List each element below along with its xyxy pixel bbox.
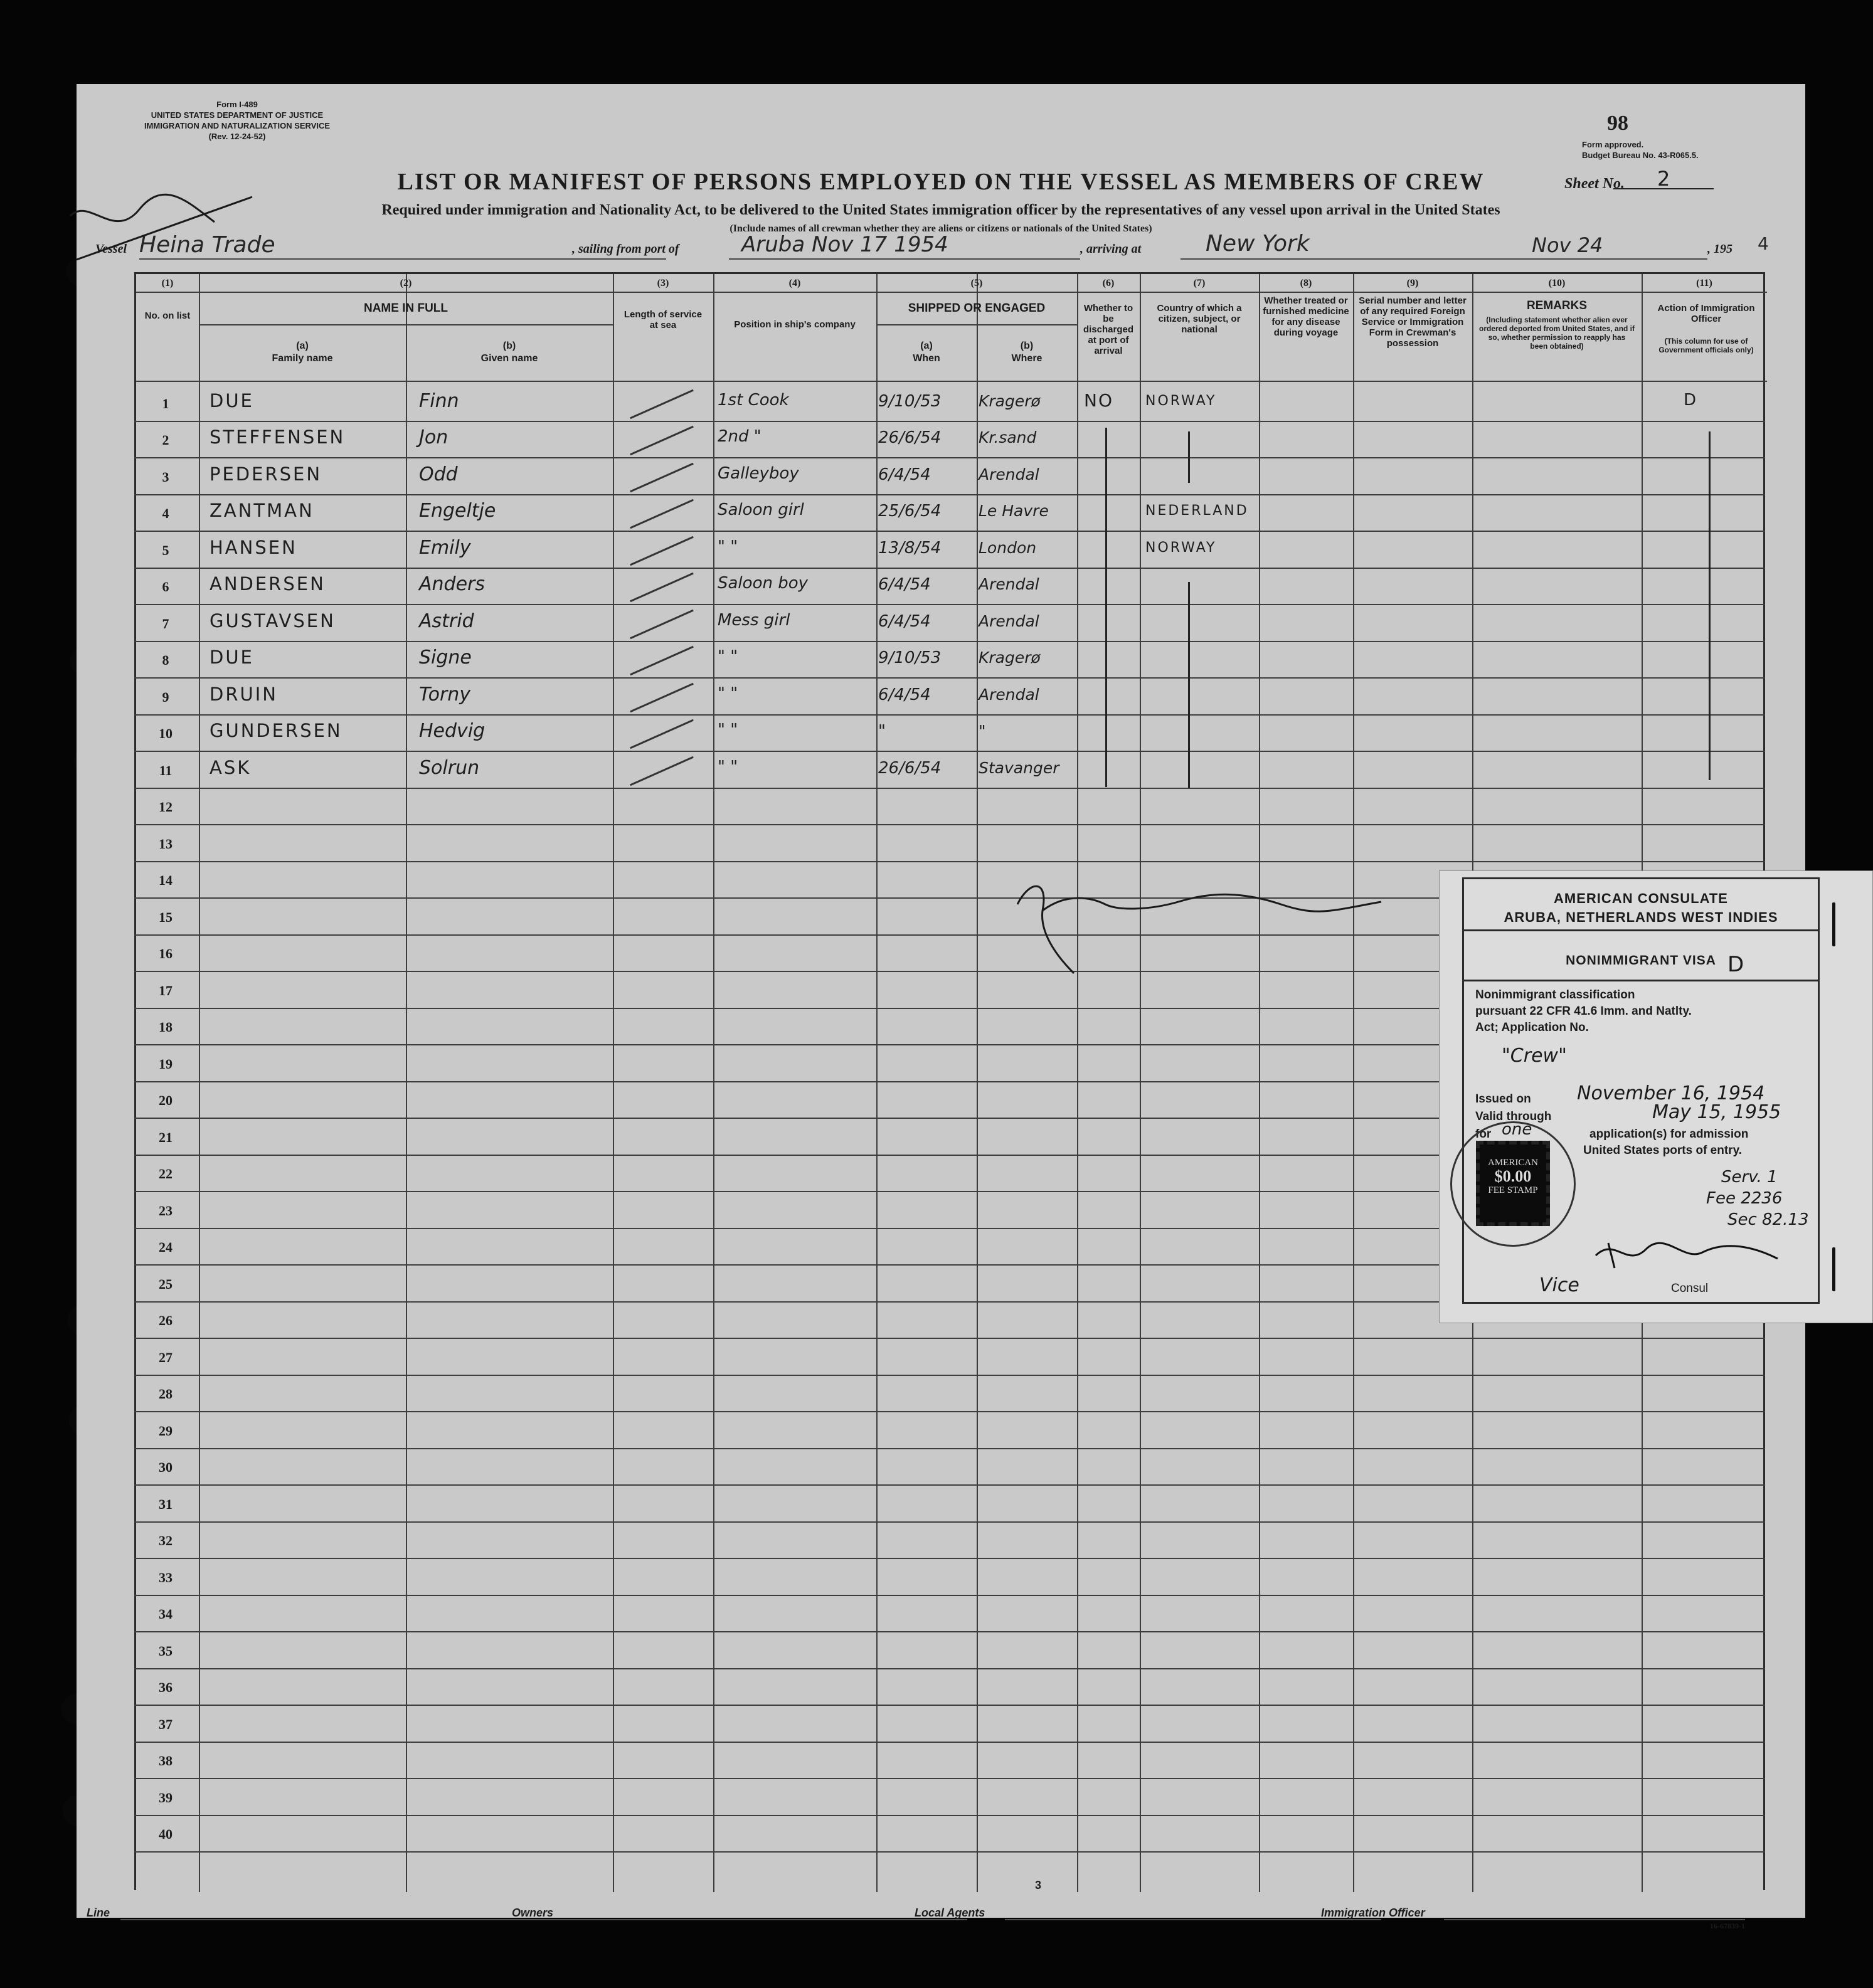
row-number: 31 (159, 1496, 172, 1512)
row-number: 36 (159, 1679, 172, 1695)
crew-where: " (979, 722, 986, 740)
footer-officer-fill (1444, 1919, 1745, 1920)
col-head-family: Family name (272, 353, 333, 364)
row-number: 24 (159, 1239, 172, 1255)
row-rule (134, 751, 1765, 752)
page-title: LIST OR MANIFEST OF PERSONS EMPLOYED ON THE VESSEL AS MEMBERS OF CREW (397, 169, 1485, 195)
crew-where: Kr.sand (979, 428, 1037, 447)
row-number: 40 (159, 1826, 172, 1842)
crew-family: DUE (210, 647, 254, 668)
crew-given: Torny (419, 684, 471, 706)
crew-when: 13/8/54 (878, 539, 942, 558)
vessel-scrawl (64, 184, 277, 272)
crew-when: 9/10/53 (878, 392, 942, 411)
crew-given: Signe (419, 647, 472, 669)
row-number: 38 (159, 1753, 172, 1769)
row-number: 29 (159, 1423, 172, 1439)
sailing-port-date: Aruba Nov 17 1954 (741, 232, 948, 257)
fee-stamp-bottom: FEE STAMP (1488, 1185, 1538, 1195)
row-number: 25 (159, 1276, 172, 1292)
row-rule (134, 1338, 1765, 1339)
stamp-location: ARUBA, NETHERLANDS WEST INDIES (1504, 909, 1778, 925)
stamp-rule (1464, 929, 1818, 931)
crew-country: NEDERLAND (1145, 503, 1249, 519)
col-head-position: Position in ship's company (734, 319, 856, 330)
row-rule (134, 1815, 1765, 1816)
row-rule (134, 1411, 1765, 1412)
row-rule (134, 1742, 1765, 1743)
arrival-date: Nov 24 (1532, 233, 1603, 257)
row-rule (134, 531, 1765, 532)
header-rule (136, 292, 1767, 293)
stamp-issued-label: Issued on (1475, 1092, 1531, 1106)
crew-when: 9/10/53 (878, 648, 942, 667)
col-head-length: Length of service at sea (623, 309, 703, 330)
family-letter: (a) (296, 341, 309, 351)
col-divider (1140, 274, 1141, 1892)
col-head-country: Country of which a citizen, subject, or national (1157, 303, 1242, 335)
name-subheader-rule (199, 324, 613, 325)
row-number: 6 (162, 579, 169, 595)
crew-where: Arendal (979, 575, 1039, 593)
crew-position: " " (718, 721, 738, 739)
crew-family: PEDERSEN (210, 463, 322, 485)
col-number: (7) (1193, 278, 1206, 288)
crew-given: Jon (419, 426, 448, 448)
row-number: 32 (159, 1533, 172, 1548)
crew-family: HANSEN (210, 537, 297, 558)
row-number: 20 (159, 1092, 172, 1108)
arriving-label: , arriving at (1080, 242, 1142, 256)
row-number: 17 (159, 983, 172, 998)
arriving-port: New York (1206, 231, 1310, 256)
col-number: (5) (970, 278, 983, 288)
crew-when: " (878, 722, 886, 741)
crew-position: Saloon boy (718, 574, 809, 593)
crew-position: 2nd " (718, 427, 761, 446)
col-head-where: Where (1011, 353, 1043, 364)
col-divider (1077, 274, 1078, 1892)
vessel-name: Heina Trade (139, 232, 275, 258)
footer-officer-label: Immigration Officer (1321, 1906, 1425, 1919)
form-approval (1582, 139, 1699, 161)
row-rule (134, 714, 1765, 716)
crew-country: NORWAY (1145, 393, 1217, 409)
row-number: 9 (162, 689, 169, 705)
crew-family: STEFFENSEN (210, 426, 346, 448)
stamp-edge-mark (1832, 1247, 1835, 1291)
row-rule (134, 568, 1765, 569)
row-number: 19 (159, 1056, 172, 1072)
stamp-frame (1462, 877, 1820, 1304)
row-number: 5 (162, 542, 169, 558)
stamp-serv-note: Serv. 1 (1721, 1168, 1778, 1187)
header-bottom-rule (136, 381, 1767, 382)
row-number: 18 (159, 1019, 172, 1035)
col-divider (1259, 274, 1260, 1892)
crew-given: Finn (419, 390, 459, 412)
crew-when: 6/4/54 (878, 612, 931, 631)
consulate-visa-stamp (1439, 870, 1873, 1323)
row-number: 13 (159, 836, 172, 852)
crew-position: Mess girl (718, 611, 790, 630)
budget-bureau-line: Budget Bureau No. 43-R065.5. (1582, 151, 1699, 160)
sheet-number-label: Sheet No. (1564, 176, 1625, 192)
crew-where: Stavanger (979, 759, 1059, 777)
stamp-edge-mark (1832, 902, 1835, 946)
crew-when: 6/4/54 (878, 465, 931, 484)
crew-where: Kragerø (979, 392, 1041, 410)
row-rule (134, 421, 1765, 422)
crew-when: 26/6/54 (878, 759, 942, 778)
crew-where: London (979, 539, 1037, 557)
crew-given: Engeltje (419, 500, 496, 522)
col-head-name: NAME IN FULL (363, 302, 448, 315)
col-number: (3) (657, 278, 669, 288)
sailing-label: , sailing from port of (572, 242, 679, 256)
revision-date: (Rev. 12-24-52) (208, 132, 266, 141)
stamp-rule (1464, 980, 1818, 981)
department-name: UNITED STATES DEPARTMENT OF JUSTICE (151, 110, 324, 120)
row-number: 7 (162, 616, 169, 632)
col-head-serial: Serial number and letter of any required Foreign Service or Immigration Form in Crewman's possession (1359, 295, 1467, 349)
crew-family: DRUIN (210, 684, 278, 705)
row-rule (134, 788, 1765, 789)
given-letter: (b) (502, 341, 516, 351)
crew-family: ANDERSEN (210, 573, 326, 595)
footer-owners-label: Owners (512, 1906, 554, 1919)
row-rule (134, 1631, 1765, 1632)
row-number: 27 (159, 1350, 172, 1365)
crew-when: 25/6/54 (878, 502, 942, 521)
crew-position: " " (718, 758, 738, 776)
row-number: 2 (162, 432, 169, 448)
stamp-class-mark: D (1727, 952, 1744, 977)
col-number: (9) (1406, 278, 1419, 288)
crew-when: 6/4/54 (878, 575, 931, 594)
page-mark: 3 (1035, 1879, 1042, 1891)
fee-stamp-value: $0.00 (1494, 1167, 1532, 1185)
col-number: (6) (1102, 278, 1115, 288)
row-number: 8 (162, 652, 169, 668)
col-divider (199, 274, 200, 1892)
crew-when: 26/6/54 (878, 428, 942, 447)
row-rule (134, 1484, 1765, 1486)
col-divider (713, 274, 714, 1892)
crew-position: 1st Cook (718, 391, 789, 410)
stamp-visa-type: NONIMMIGRANT VISA (1566, 953, 1716, 968)
row-number: 30 (159, 1459, 172, 1475)
discharged-ditto-line (1105, 428, 1107, 787)
consul-signature (1589, 1230, 1796, 1274)
col-head-action: Action of Immigration Officer (1657, 303, 1755, 324)
crew-position: Galleyboy (718, 464, 799, 483)
row-number: 39 (159, 1790, 172, 1806)
col-head-discharged: Whether to be discharged at port of arrival (1083, 303, 1134, 356)
col-head-given: Given name (480, 353, 538, 364)
stamp-for-value: one (1502, 1120, 1532, 1139)
stamp-classification: "Crew" (1502, 1045, 1567, 1067)
row-number: 22 (159, 1166, 172, 1182)
footer-owners-fill (566, 1919, 967, 1920)
crew-when: 6/4/54 (878, 685, 931, 704)
stamp-consulate: AMERICAN CONSULATE (1554, 891, 1728, 906)
row-number: 21 (159, 1129, 172, 1145)
stamp-text-2: pursuant 22 CFR 41.6 Imm. and Natlty. (1475, 1005, 1692, 1018)
col-number: (10) (1548, 278, 1566, 288)
stamp-valid-date: May 15, 1955 (1652, 1101, 1781, 1123)
shipped-subheader-rule (876, 324, 1077, 325)
row-number: 1 (162, 396, 169, 411)
remarks-note: (Including statement whether alien ever ordered deported from United States, and if so, whether permission to reapply has been obtained) (1478, 315, 1635, 351)
crew-family: ZANTMAN (210, 500, 314, 521)
row-number: 16 (159, 946, 172, 961)
stamp-valid-label: Valid through (1475, 1110, 1552, 1123)
row-number: 23 (159, 1203, 172, 1219)
inclusion-note: (Include names of all crewman whether they are aliens or citizens or nationals of the United States) (730, 223, 1152, 234)
row-rule (134, 604, 1765, 605)
row-rule (134, 1851, 1765, 1853)
crew-where: Kragerø (979, 648, 1041, 667)
row-rule (134, 824, 1765, 825)
crew-given: Hedvig (419, 720, 485, 742)
row-rule (134, 1558, 1765, 1559)
row-rule (134, 1375, 1765, 1376)
crew-given: Astrid (419, 610, 474, 632)
row-number: 10 (159, 726, 172, 741)
stamp-sec-note: Sec 82.13 (1727, 1210, 1809, 1229)
row-rule (134, 641, 1765, 642)
crew-given: Emily (419, 537, 471, 559)
col-number: (4) (788, 278, 801, 288)
crew-position: Saloon girl (718, 500, 804, 519)
where-letter: (b) (1020, 341, 1034, 351)
crew-discharged: NO (1084, 390, 1113, 411)
service-name: IMMIGRATION AND NATURALIZATION SERVICE (144, 121, 331, 130)
row-rule (134, 1778, 1765, 1779)
date-fill-line (1519, 258, 1707, 260)
crew-given: Odd (419, 463, 458, 485)
fee-stamp (1476, 1141, 1550, 1226)
requirement-statement: Required under immigration and Nationality Act, to be delivered to the United States immigration officer by the representatives of any vessel upon arrival in the United States (381, 202, 1500, 218)
row-number: 4 (162, 505, 169, 521)
stamp-for-label: for (1475, 1128, 1492, 1141)
crew-where: Le Havre (979, 502, 1049, 520)
col-head-when: When (913, 353, 940, 364)
col-head-no: No. on list (144, 310, 191, 321)
year-suffix: 4 (1758, 233, 1769, 254)
sheet-number-value: 2 (1613, 167, 1714, 189)
stamp-issued-date: November 16, 1954 (1577, 1082, 1765, 1104)
col-number: (11) (1696, 278, 1712, 288)
fee-stamp-top: AMERICAN (1487, 1158, 1538, 1168)
col-divider (977, 274, 978, 1892)
crew-family: ASK (210, 757, 252, 778)
col-head-remarks: REMARKS (1526, 299, 1588, 312)
row-rule (134, 1595, 1765, 1596)
row-number: 37 (159, 1716, 172, 1732)
col-divider (613, 274, 614, 1892)
country-ditto-line (1188, 431, 1190, 483)
col-number: (2) (400, 278, 412, 288)
col-number: (8) (1300, 278, 1312, 288)
stamp-fee-note: Fee 2236 (1706, 1189, 1783, 1208)
sailing-fill-line (729, 258, 1080, 260)
consul-label: Consul (1671, 1282, 1709, 1295)
row-rule (134, 1448, 1765, 1449)
crew-given: Solrun (419, 757, 480, 779)
arriving-fill-line (1181, 258, 1519, 260)
crew-country: NORWAY (1145, 540, 1217, 556)
row-number: 3 (162, 469, 169, 485)
crew-where: Arendal (979, 612, 1039, 630)
crew-given: Anders (419, 573, 485, 595)
row-rule (134, 1521, 1765, 1523)
crew-family: DUE (210, 390, 254, 411)
vessel-label: Vessel (95, 242, 127, 256)
crew-position: " " (718, 537, 738, 556)
consular-seal (1450, 1121, 1576, 1247)
row-rule (134, 457, 1765, 458)
col-divider (406, 274, 407, 1892)
form-code: 16-67839-1 (1710, 1922, 1745, 1930)
row-number: 33 (159, 1570, 172, 1585)
row-number: 35 (159, 1643, 172, 1659)
row-number: 28 (159, 1386, 172, 1402)
action-ditto-line (1709, 431, 1711, 780)
row-number: 12 (159, 799, 172, 815)
col-divider (1353, 274, 1354, 1892)
stamp-for-rest: application(s) for admission (1589, 1128, 1749, 1141)
row-rule (134, 1668, 1765, 1669)
row-number: 15 (159, 909, 172, 925)
country-ditto-line (1188, 582, 1190, 788)
when-letter: (a) (920, 341, 933, 351)
row-rule (134, 677, 1765, 679)
row-rule (134, 861, 1765, 862)
row-rule (134, 1705, 1765, 1706)
consul-hand: Vice (1539, 1274, 1579, 1296)
form-identification (105, 99, 369, 142)
stamp-ports: United States ports of entry. (1583, 1144, 1743, 1157)
master-signature (1005, 867, 1394, 980)
crew-where: Arendal (979, 685, 1039, 704)
crew-action: D (1684, 391, 1697, 410)
action-note: (This column for use of Government officials only) (1658, 337, 1754, 354)
crew-where: Arendal (979, 465, 1039, 484)
crew-family: GUSTAVSEN (210, 610, 336, 632)
form-number: Form I-489 (216, 100, 258, 109)
approval-line: Form approved. (1582, 140, 1644, 149)
crew-position: " " (718, 647, 738, 666)
row-number: 14 (159, 872, 172, 888)
row-rule (134, 494, 1765, 495)
crew-position: " " (718, 684, 738, 703)
footer-agents-label: Local Agents (915, 1906, 985, 1919)
row-number: 26 (159, 1313, 172, 1328)
stamp-text-1: Nonimmigrant classification (1475, 988, 1635, 1002)
page-number: 98 (1607, 112, 1628, 135)
col-divider (876, 274, 878, 1892)
row-number: 11 (159, 763, 172, 778)
col-number: (1) (161, 278, 174, 288)
footer-line-fill (120, 1919, 572, 1920)
manifest-sheet (77, 84, 1809, 1930)
col-head-treated: Whether treated or furnished medicine for any disease during voyage (1263, 295, 1349, 338)
year-prefix: , 195 (1707, 242, 1732, 256)
footer-line-label: Line (87, 1906, 110, 1919)
stamp-text-3: Act; Application No. (1475, 1021, 1589, 1034)
col-head-shipped: SHIPPED OR ENGAGED (908, 302, 1046, 315)
row-number: 34 (159, 1606, 172, 1622)
crew-family: GUNDERSEN (210, 720, 342, 741)
